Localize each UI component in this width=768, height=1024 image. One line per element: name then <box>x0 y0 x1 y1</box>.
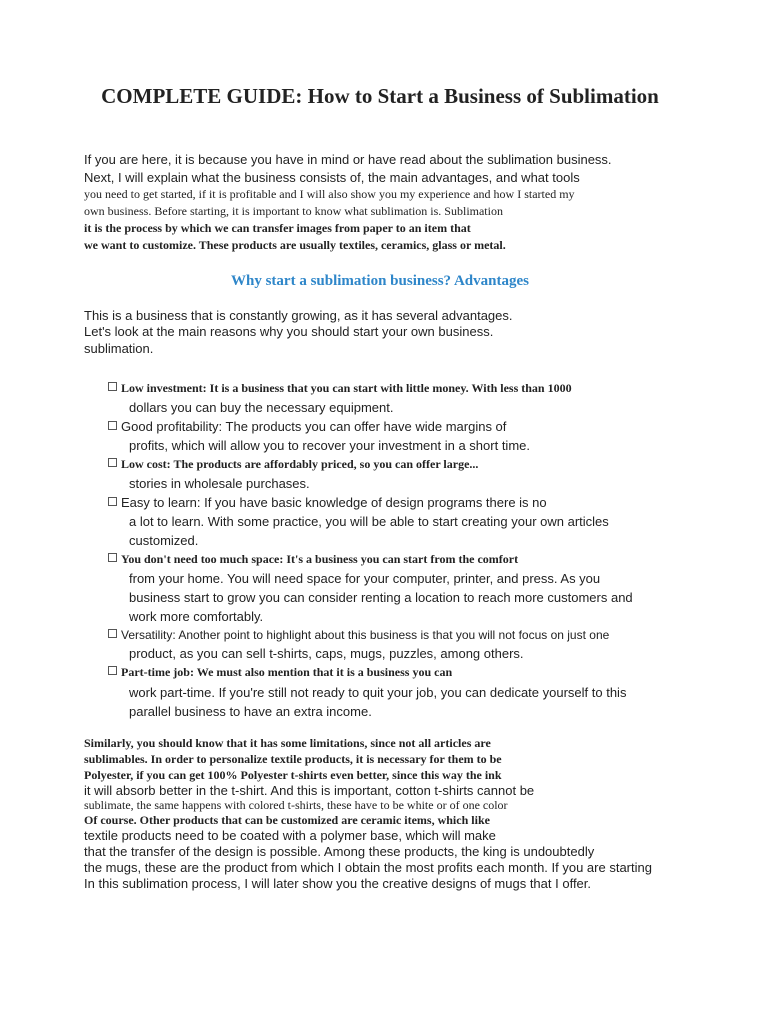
limitations-line: that the transfer of the design is possible. Among these products, the king is undoubtedly <box>84 844 595 859</box>
section-intro-line: Let's look at the main reasons why you should start your own business. <box>84 324 494 339</box>
limitations-line: sublimate, the same happens with colored t-shirts, these have to be white or of one color <box>84 798 508 812</box>
advantage-continuation: work more comfortably. <box>129 609 264 624</box>
limitations-line: the mugs, these are the product from which I obtain the most profits each month. If you are starting <box>84 860 652 875</box>
intro-line: own business. Before starting, it is important to know what sublimation is. Sublimation <box>84 204 503 218</box>
intro-line: Next, I will explain what the business consists of, the main advantages, and what tools <box>84 170 580 185</box>
limitations-line: Polyester, if you can get 100% Polyester t-shirts even better, since this way the ink <box>84 768 502 782</box>
checkbox-bullet-icon <box>108 497 117 506</box>
advantage-continuation: parallel business to have an extra income. <box>129 704 372 719</box>
advantage-continuation: customized. <box>129 533 199 548</box>
advantage-continuation: from your home. You will need space for your computer, printer, and press. As you <box>129 571 601 586</box>
section-heading: Why start a sublimation business? Advantages <box>231 273 529 289</box>
checkbox-bullet-icon <box>108 666 117 675</box>
limitations-line: textile products need to be coated with a polymer base, which will make <box>84 828 496 843</box>
intro-line: we want to customize. These products are usually textiles, ceramics, glass or metal. <box>84 238 506 252</box>
advantage-item <box>108 627 609 644</box>
advantage-item <box>108 418 506 435</box>
advantage-continuation: product, as you can sell t-shirts, caps, mugs, puzzles, among others. <box>129 646 524 661</box>
advantage-item <box>108 380 572 397</box>
limitations-line: sublimables. In order to personalize textile products, it is necessary for them to be <box>84 752 502 766</box>
advantage-text: Part-time job: We must also mention that it is a business you can <box>121 665 453 679</box>
advantage-continuation: dollars you can buy the necessary equipment. <box>129 400 394 415</box>
section-intro-line: This is a business that is constantly growing, as it has several advantages. <box>84 308 513 323</box>
checkbox-bullet-icon <box>108 458 117 467</box>
advantage-text: Good profitability: The products you can offer have wide margins of <box>121 419 507 434</box>
advantage-text: Versatility: Another point to highlight about this business is that you will not focus on just one <box>121 628 610 642</box>
limitations-line: it will absorb better in the t-shirt. And this is important, cotton t-shirts cannot be <box>84 783 535 798</box>
checkbox-bullet-icon <box>108 382 117 391</box>
advantage-continuation: work part-time. If you're still not ready to quit your job, you can dedicate yourself to this <box>129 685 627 700</box>
advantage-text: Easy to learn: If you have basic knowledge of design programs there is no <box>121 495 547 510</box>
intro-line: you need to get started, if it is profitable and I will also show you my experience and how I started my <box>84 187 575 201</box>
intro-line: it is the process by which we can transfer images from paper to an item that <box>84 221 471 235</box>
checkbox-bullet-icon <box>108 629 117 638</box>
section-intro-line: sublimation. <box>84 341 154 356</box>
advantage-item <box>108 664 452 681</box>
advantage-item <box>108 551 518 568</box>
document-title: COMPLETE GUIDE: How to Start a Business of Sublimation <box>101 84 659 108</box>
advantage-text: You don't need too much space: It's a business you can start from the comfort <box>121 552 519 566</box>
advantage-continuation: stories in wholesale purchases. <box>129 476 310 491</box>
checkbox-bullet-icon <box>108 553 117 562</box>
limitations-line: In this sublimation process, I will later show you the creative designs of mugs that I offer. <box>84 876 592 891</box>
advantage-item <box>108 456 478 473</box>
advantage-text: Low cost: The products are affordably priced, so you can offer large... <box>121 457 479 471</box>
limitations-line: Of course. Other products that can be customized are ceramic items, which like <box>84 813 490 827</box>
intro-line: If you are here, it is because you have in mind or have read about the sublimation business. <box>84 152 612 167</box>
advantage-continuation: profits, which will allow you to recover your investment in a short time. <box>129 438 530 453</box>
limitations-line: Similarly, you should know that it has some limitations, since not all articles are <box>84 736 491 750</box>
advantage-text: Low investment: It is a business that you can start with little money. With less than 1000 <box>121 381 572 395</box>
advantage-item <box>108 494 547 511</box>
advantage-continuation: business start to grow you can consider renting a location to reach more customers and <box>129 590 633 605</box>
checkbox-bullet-icon <box>108 421 117 430</box>
advantage-continuation: a lot to learn. With some practice, you will be able to start creating your own articles <box>129 514 609 529</box>
